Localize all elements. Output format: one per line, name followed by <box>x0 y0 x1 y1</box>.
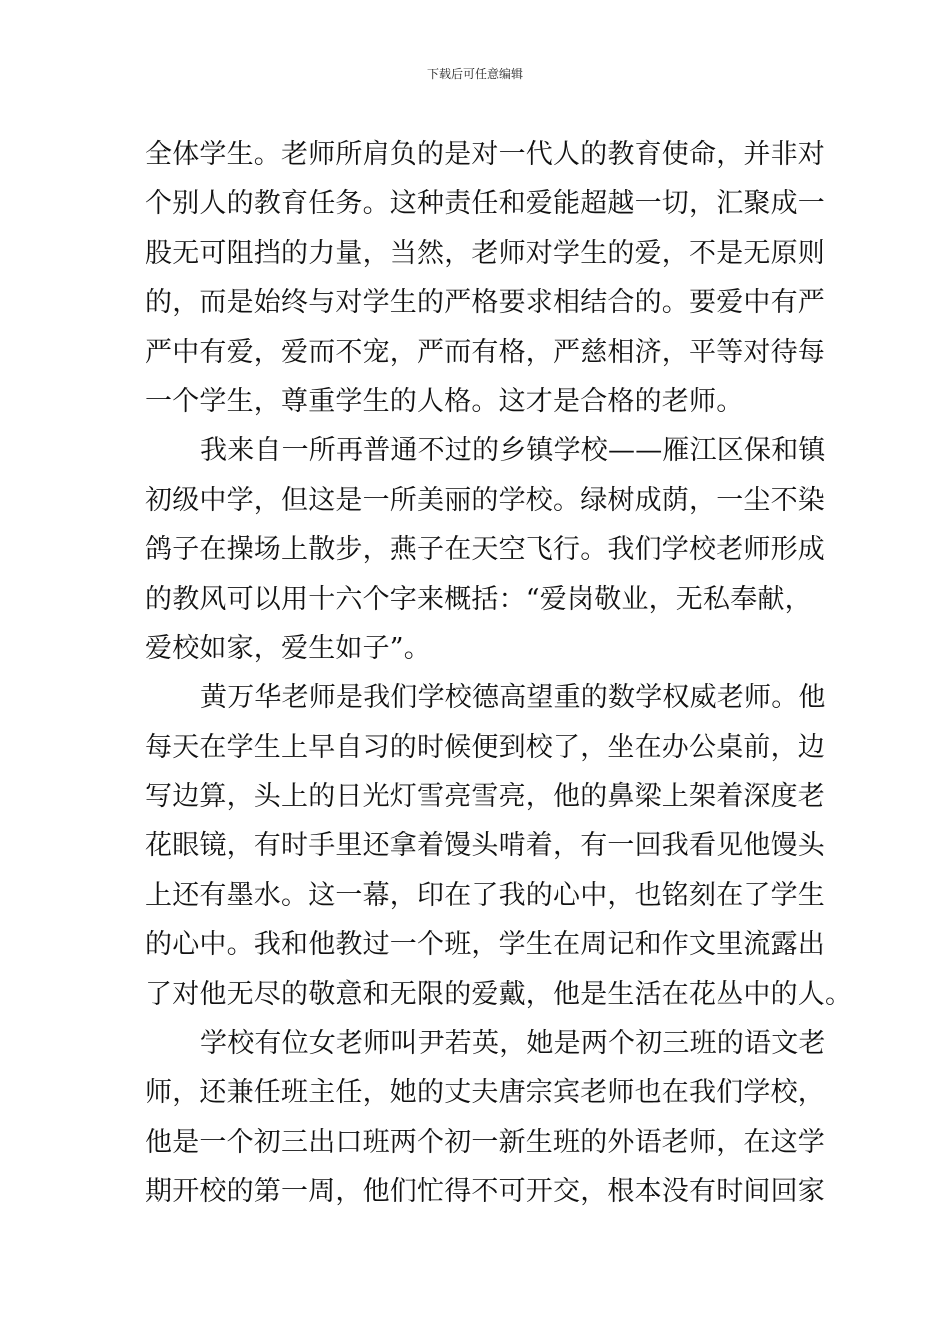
paragraph-3-line: 黄万华老师是我们学校德高望重的数学权威老师。他 <box>200 682 826 714</box>
paragraph-2-line: 我来自一所再普通不过的乡镇学校——雁江区保和镇 <box>200 435 826 467</box>
document-body <box>145 130 853 1217</box>
paragraph-1-line: 个别人的教育任务。这种责任和爱能超越一切，汇聚成一 <box>145 188 825 220</box>
paragraph-1-line: 的，而是始终与对学生的严格要求相结合的。要爱中有严 <box>145 287 825 319</box>
paragraph-3-line: 的心中。我和他教过一个班，学生在周记和作文里流露出 <box>145 929 825 961</box>
paragraph-4-line: 学校有位女老师叫尹若英，她是两个初三班的语文老 <box>200 1028 826 1060</box>
paragraph-1-line: 一个学生，尊重学生的人格。这才是合格的老师。 <box>145 385 744 417</box>
paragraph-3-line: 每天在学生上早自习的时候便到校了，坐在办公桌前，边 <box>145 731 825 763</box>
paragraph-3-line: 花眼镜，有时手里还拿着馒头啃着，有一回我看见他馒头 <box>145 830 825 862</box>
paragraph-3-line: 写边算，头上的日光灯雪亮雪亮，他的鼻梁上架着深度老 <box>145 781 825 813</box>
paragraph-2-line: 初级中学，但这是一所美丽的学校。绿树成荫，一尘不染 <box>145 484 825 516</box>
paragraph-1-line: 股无可阻挡的力量，当然，老师对学生的爱，不是无原则 <box>145 237 825 269</box>
paragraph-2-line: 的教风可以用十六个字来概括：“爱岗敬业，无私奉献， <box>145 583 812 615</box>
paragraph-1-line: 严中有爱，爱而不宠，严而有格，严慈相济，平等对待每 <box>145 336 825 368</box>
paragraph-4-line: 他是一个初三出口班两个初一新生班的外语老师，在这学 <box>145 1126 825 1158</box>
paragraph-1-line: 全体学生。老师所肩负的是对一代人的教育使命，并非对 <box>145 139 825 170</box>
paragraph-4-line: 师，还兼任班主任，她的丈夫唐宗宾老师也在我们学校， <box>145 1077 825 1109</box>
paragraph-4-line: 期开校的第一周，他们忙得不可开交，根本没有时间回家 <box>145 1176 825 1208</box>
paragraph-2-line: 爱校如家，爱生如子”。 <box>145 632 432 664</box>
paragraph-3-line: 了对他无尽的敬意和无限的爱戴，他是生活在花丛中的人。 <box>145 978 853 1010</box>
paragraph-2-line: 鸽子在操场上散步，燕子在天空飞行。我们学校老师形成 <box>145 534 825 566</box>
page-header: 下载后可任意编辑 <box>426 67 523 81</box>
paragraph-3-line: 上还有墨水。这一幕，印在了我的心中，也铭刻在了学生 <box>145 879 825 911</box>
